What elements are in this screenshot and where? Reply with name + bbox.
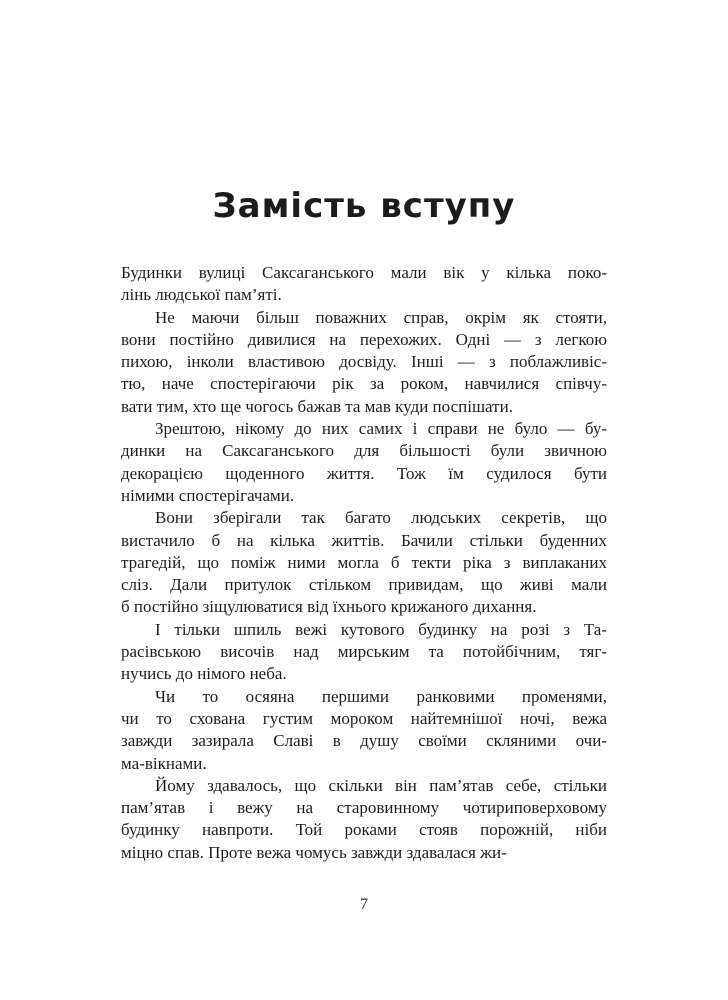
text-line: нучись до німого неба. [121, 664, 287, 684]
text-line: пихою, інколи властивою досвіду. Інші — з поблажливіс- [121, 352, 607, 372]
text-line: расівською височів над мирським та потойбічним, тяг- [121, 642, 607, 662]
text-line: Вони зберігали так багато людських секретів, що [155, 508, 607, 528]
paragraph [121, 686, 607, 775]
text-line: б постійно зіщулюватися від їхнього крижаного дихання. [121, 597, 537, 617]
text-line: Йому здавалось, що скільки він пам’ятав себе, стільки [155, 775, 607, 795]
text-line: Чи то осяяна першими ранковими променями, [155, 686, 607, 706]
paragraph [121, 507, 607, 618]
text-line: вати тим, хто ще чогось бажав та мав куди поспішати. [121, 396, 513, 416]
text-line: І тільки шпиль вежі кутового будинку на розі з Та- [155, 619, 607, 639]
text-line: будинку навпроти. Той роками стояв порожній, ніби [121, 820, 607, 840]
text-line: декорацією щоденного життя. Тож їм судилося бути [121, 463, 607, 483]
text-line: сліз. Дали притулок стільком привидам, що живі мали [121, 575, 607, 595]
paragraph [121, 418, 607, 507]
text-line: вистачило б на кілька життів. Бачили стільки буденних [121, 530, 607, 550]
text-line: тю, наче спостерігаючи рік за роком, навчилися співчу- [121, 374, 607, 394]
text-line: завжди зазирала Славі в душу своїми скляними очи- [121, 731, 607, 751]
text-line: чи то схована густим мороком найтемнішої ночі, вежа [121, 708, 607, 728]
text-line: трагедій, що поміж ними могла б текти ріка з виплаканих [121, 552, 607, 572]
text-line: Зрештою, нікому до них самих і справи не було — бу- [155, 419, 607, 439]
text-line: Будинки вулиці Саксаганського мали вік у кілька поко- [121, 263, 607, 282]
paragraph [121, 775, 607, 864]
text-line: міцно спав. Проте вежа чомусь завжди здавалася жи- [121, 842, 507, 862]
paragraph [121, 262, 607, 307]
paragraph [121, 619, 607, 686]
chapter-title: Замість вступу [212, 186, 516, 226]
text-line: німими спостерігачами. [121, 485, 295, 505]
text-line: ма-вікнами. [121, 753, 207, 773]
text-line: вони постійно дивилися на перехожих. Одні — з легкою [121, 329, 607, 349]
text-line: пам’ятав і вежу на старовинному чотириповерховому [121, 798, 607, 818]
text-line: Не маючи більш поважних справ, окрім як стояти, [155, 307, 607, 327]
body-text [121, 262, 607, 864]
text-line: динки на Саксаганського для більшості були звичною [121, 441, 607, 461]
text-line: лінь людської пам’яті. [121, 285, 282, 305]
page-number: 7 [360, 896, 368, 913]
paragraph [121, 307, 607, 418]
